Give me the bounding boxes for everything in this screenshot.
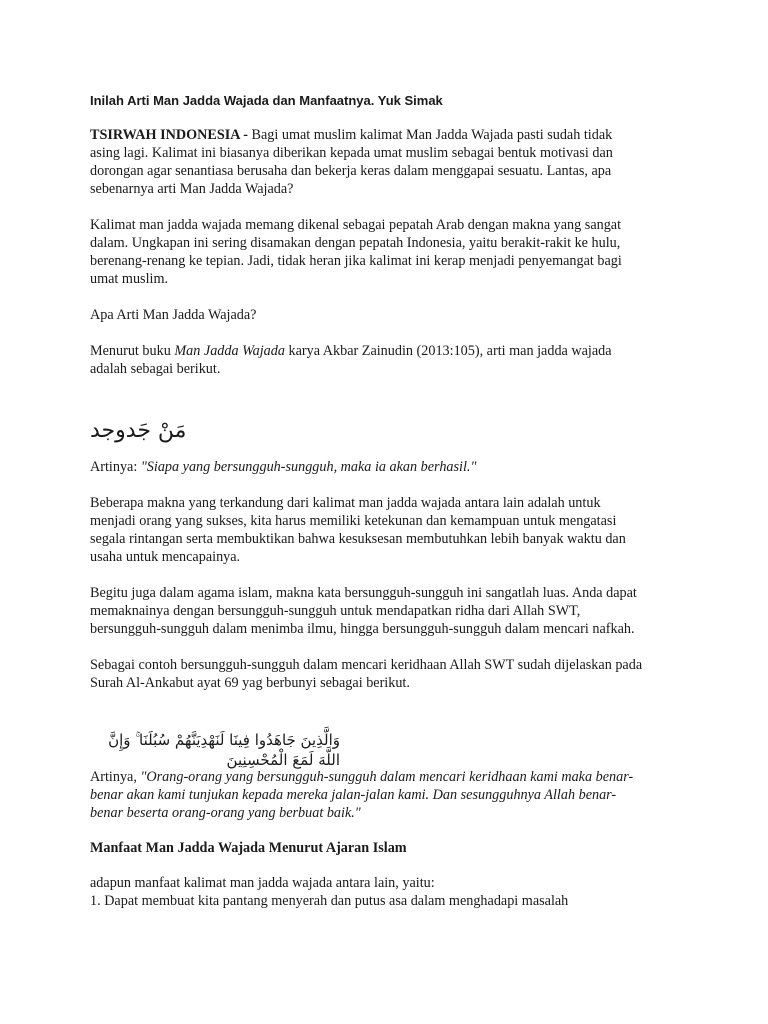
meaning-quote: "Siapa yang bersungguh-sungguh, maka ia akan berhasil." bbox=[140, 459, 477, 475]
source-label: TSIRWAH INDONESIA - bbox=[90, 127, 248, 143]
book-title: Man Jadda Wajada bbox=[174, 343, 285, 359]
benefits-paragraph: adapun manfaat kalimat man jadda wajada antara lain, yaitu: 1. Dapat membuat kita pantang menyerah dan putus asa dalam menghadapi masalah bbox=[90, 874, 690, 910]
section-heading: Manfaat Man Jadda Wajada Menurut Ajaran Islam bbox=[90, 840, 407, 856]
arabic-phrase: مَنْ جَدوجد bbox=[90, 418, 187, 443]
paragraph-islam: Begitu juga dalam agama islam, makna kata bersungguh-sungguh ini sangatlah luas. Anda dapat memaknainya dengan bersungguh-sungguh untuk mendapatkan ridha dari Allah SWT, bersungguh-sungguh dalam menimba ilmu, hingga bersungguh-sungguh dalam mencari nafkah. bbox=[90, 585, 637, 637]
intro-paragraph: TSIRWAH INDONESIA - Bagi umat muslim kalimat Man Jadda Wajada pasti sudah tidak asing lagi. Kalimat ini biasanya diberikan kepada umat muslim sebagai bentuk motivasi dan dorongan agar senantiasa berusaha dan bekerja keras dalam menggapai sesuatu. Lantas, apa sebenarnya arti Man Jadda Wajada? bbox=[90, 127, 613, 197]
paragraph-2: Kalimat man jadda wajada memang dikenal sebagai pepatah Arab dengan makna yang sangat dalam. Ungkapan ini sering disamakan dengan pepatah Indonesia, yaitu berakit-rakit ke hulu, berenang-renang ke tepian. Jadi, tidak heran jika kalimat ini kerap menjadi penyemangat bagi umat muslim. bbox=[90, 217, 622, 287]
paragraph-meaning: Beberapa makna yang terkandung dari kalimat man jadda wajada antara lain adalah untuk menjadi orang yang sukses, kita harus memiliki ketekunan dan kemampuan untuk mengatasi segala rintangan serta membuktikan bahwa kesuksesan membutuhkan lebih banyak waktu dan usaha untuk mencapainya. bbox=[90, 495, 626, 565]
quran-verse: وَالَّذِينَ جَاهَدُوا فِينَا لَنَهْدِيَنَّهُمْ سُبُلَنَا ۚ وَإِنَّ اللَّهَ لَمَعَ الْمُحْسِنِينَ bbox=[108, 731, 340, 769]
list-item: 1. Dapat membuat kita pantang menyerah dan putus asa dalam menghadapi masalah bbox=[90, 893, 569, 909]
paragraph-example: Sebagai contoh bersungguh-sungguh dalam mencari keridhaan Allah SWT sudah dijelaskan pada Surah Al-Ankabut ayat 69 yag berbunyi sebagai berikut. bbox=[90, 657, 643, 691]
article-title: Inilah Arti Man Jadda Wajada dan Manfaatnya. Yuk Simak bbox=[90, 93, 443, 108]
paragraph-book: Menurut buku Man Jadda Wajada karya Akbar Zainudin (2013:105), arti man jadda wajada adalah sebagai berikut. bbox=[90, 343, 612, 377]
question-line: Apa Arti Man Jadda Wajada? bbox=[90, 307, 257, 323]
meaning-line: Artinya: "Siapa yang bersungguh-sungguh, maka ia akan berhasil." bbox=[90, 459, 477, 475]
verse-translation: Artinya, "Orang-orang yang bersungguh-sungguh dalam mencari keridhaan kami maka benar- benar akan kami tunjukan kepada mereka jalan-jalan kami. Dan sesungguhnya Allah benar- benar beserta orang-orang yang berbuat baik." bbox=[90, 769, 634, 821]
